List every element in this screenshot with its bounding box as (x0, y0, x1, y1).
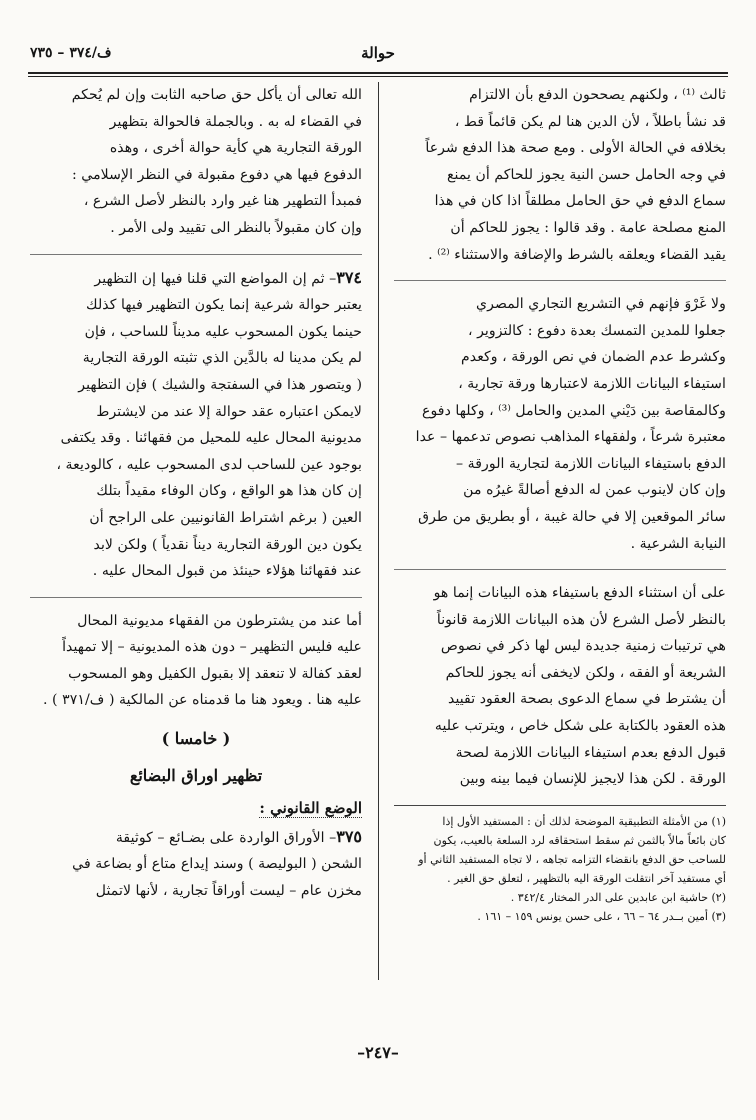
text-line: عليه هنا . ويعود هنا ما قدمناه عن المالكية ( ف/٣٧١ ) . (43, 692, 362, 709)
text-line: بوجود عين للساحب لدى المسحوب عليه ، كالوديعة ، (56, 456, 362, 473)
paragraph-separator (394, 280, 726, 281)
text-line: ( ويتصور هذا في السفتجة والشيك ) فإن التظهير (78, 376, 362, 393)
text-line: هذه العقود بالكتابة على شكل خاص ، ويترتب عليه (434, 718, 726, 735)
text-line: الدفع باستيفاء البيانات اللازمة لتجارية الورقة – (456, 455, 726, 472)
text-line: عند فقهائنا هؤلاء حينئذ من قبول المحال عليه . (92, 563, 362, 580)
legal-heading (30, 795, 362, 822)
text-line: الورقة . لكن هذا لايجيز للإنسان فيما بينه وبين (459, 771, 726, 788)
paragraph-2 (394, 291, 726, 557)
paragraph-separator (30, 597, 362, 598)
page-header (30, 42, 726, 68)
text-line: أن يشترط في سماع الدعوى بصحة العقود تقييد (448, 691, 726, 708)
text-line: الورقة التجارية هي كأية حوالة أخرى ، وهذه (109, 140, 362, 157)
paragraph-number: ٣٧٤ (336, 267, 362, 287)
text-fragment: – ثم إن المواضع التي قلنا فيها إن التظهير (94, 270, 337, 287)
text-line: أما عند من يشترطون من الفقهاء مديونية المحال (77, 612, 362, 629)
paragraph-374 (30, 265, 362, 585)
footnote-line: (٣) أمين بــدر ٦٤ – ٦٦ ، على حسن يونس ١٥٩ – ١٦١ . (477, 909, 726, 923)
text-line: سائر الموقعين إلا في حالة غيبة ، أو بطريق من طرق (418, 508, 726, 525)
text-line: المنع مصلحة عامة . وقد قالوا : يجوز للحاكم أن (450, 219, 726, 236)
footnotes (394, 805, 726, 926)
text-line: الله تعالى أن يأكل حق صاحبه الثابت وإن لم يُحكم (71, 87, 362, 103)
header-rule (28, 72, 728, 77)
footnote-line: للساحب حق الدفع بانقضاء التزامه تجاهه ، لا تجاه المستفيد الثاني أو (418, 852, 726, 866)
text-line: قبول الدفع بعدم استيفاء البيانات اللازمة لصحة (455, 744, 726, 761)
text-line: الشريعة أو الفقه ، ولكن لايخفى أنه يجوز للحاكم (445, 664, 726, 681)
text-line: العين ( برغم اشتراط القانونيين على الراجح أن (89, 509, 362, 526)
text-line: لعقد كفالة لا تنعقد إلا بقبول الكفيل وهو المسحوب (68, 665, 362, 682)
text-line: جعلوا للمدين التمسك بعدة دفوع : كالتزوير ، (468, 322, 726, 339)
page-number: –٢٤٧– (357, 1043, 399, 1062)
text-line: مخزن عام – ليست أوراقاً تجارية ، لأنها لاتمثل (95, 883, 362, 900)
text-fragment: – الأوراق الواردة على بضـائع – كوثيقة (115, 829, 337, 846)
paragraph-375 (30, 824, 362, 905)
text-line: استيفاء البيانات اللازمة لاعتبارها ورقة تجارية ، (458, 375, 726, 392)
text-line: سماع الدفع في حق الحامل مطلقاً اذا كان في هذا (434, 193, 726, 210)
text-line: حينما يكون المسحوب عليه مديناً للساحب ، فإن (84, 323, 362, 340)
text-line: بخلافه في الحالة الأولى . ومع صحة هذا الدفع شرعاً (425, 140, 726, 157)
paragraph-3 (30, 608, 362, 714)
text-line: يقيد القضاء ويعلقه بالشرط والإضافة والاستثناء ⁽²⁾ . (428, 246, 726, 263)
text-line (30, 265, 362, 293)
footnote-line: أي مستفيد آخر انتقلت الورقة اليه بالتظهير ، لتعلق حق الغير . (447, 871, 726, 885)
text-line: عليه فليس التظهير – دون هذه المديونية – إلا تمهيداً (62, 639, 362, 656)
footnote-line: (١) من الأمثلة التطبيقية الموضحة لذلك أن : المستفيد الأول إذا (442, 814, 726, 828)
paragraph-3 (394, 580, 726, 793)
footnote-line: (٢) حاشية ابن عابدين على الدر المختار ٣٤٢/٤ . (510, 890, 726, 904)
paragraph-number: ٣٧٥ (336, 826, 362, 846)
running-title: حوالة (361, 44, 395, 62)
section-subtitle: تظهير اوراق البضائع (129, 765, 263, 785)
text-line: بالنظر لأصل الشرع لأن هذه البيانات اللازمة قانوناً (436, 611, 726, 628)
paragraph-1 (394, 82, 726, 268)
text-line: ولا غَرْوَ فإنهم في التشريع التجاري المصري (476, 296, 726, 313)
text-line: هي ترتيبات زمنية جديدة ليس لها ذكر في نصوص (440, 638, 726, 655)
section-title: ( خامسا ) (161, 729, 231, 749)
left-column (30, 82, 362, 1030)
text-line: فمبدأ التطهير هنا غير وارد بالنظر لأصل الشرع ، (83, 193, 362, 210)
text-line: النيابة الشرعية . (630, 535, 726, 552)
text-line: وكالمقاصة بين دَيْني المدين والحامل ⁽³⁾ ، وكلها دفوع (422, 402, 726, 419)
right-column (394, 82, 726, 1030)
text-line: يعتبر حوالة شرعية إنما يكون التظهير فيها كذلك (86, 297, 362, 314)
text-line: الشحن ( البوليصة ) وسند إيداع متاع أو بضاعة في (72, 856, 362, 873)
text-line: لايمكن اعتباره عقد حوالة إلا عند من لايشترط (96, 403, 362, 420)
text-line: قد نشأ باطلاً ، لأن الدين هنا لم يكن قائماً قط ، (454, 113, 726, 130)
text-line: معتبرة شرعاً ، ولفقهاء المذاهب نصوص تدعمها – عدا (415, 429, 726, 446)
section-reference: ف/٣٧٤ – ٧٣٥ (30, 45, 112, 61)
text-line: الدفوع فيها هي دفوع مقبولة في النظر الإسلامي : (71, 166, 362, 183)
paragraph-1 (30, 82, 362, 242)
column-divider (378, 82, 379, 980)
text-line: على أن استثناء الدفع باستيفاء هذه البيانات إنما هو (433, 585, 726, 602)
text-line: إن كان هذا هو الواقع ، وكان الوفاء مقيداً بتلك (96, 483, 362, 500)
paragraph-separator (30, 254, 362, 255)
text-line: في القضاء له به . وبالجملة فالحوالة بتظهير (109, 113, 362, 130)
text-line: يكون دين الورقة التجارية ديناً نقدياً ) ولكن لابد (93, 536, 362, 553)
text-line: في وجه الحامل حسن النية يجوز للحاكم أن يمنع (447, 166, 726, 183)
footnote-line: كان بائعاً مالاً بالثمن ثم سقط استحقاقه لرد السلعة بالعيب، يكون (433, 833, 726, 847)
text-line (30, 824, 362, 852)
paragraph-separator (394, 569, 726, 570)
text-line: وكشرط عدم الضمان في نص الورقة ، وكعدم (460, 349, 726, 366)
text-line: وإن كان مقبولاً بالنظر الى تقييد ولى الأمر . (110, 219, 362, 236)
legal-heading-text: الوضع القانوني : (259, 799, 362, 818)
text-line: لم يكن مدينا له بالدَّين الذي تثبته الورقة التجارية (82, 350, 362, 367)
text-line: مديونية المحال عليه للمحيل من فقهائنا . وقد يكتفى (60, 430, 362, 447)
text-line: ثالث ⁽¹⁾ ، ولكنهم يصححون الدفع بأن الالتزام (469, 87, 726, 103)
text-line: وإن كان لاينوب عمن له الدفع أصالةً غيرُه من (463, 482, 726, 499)
